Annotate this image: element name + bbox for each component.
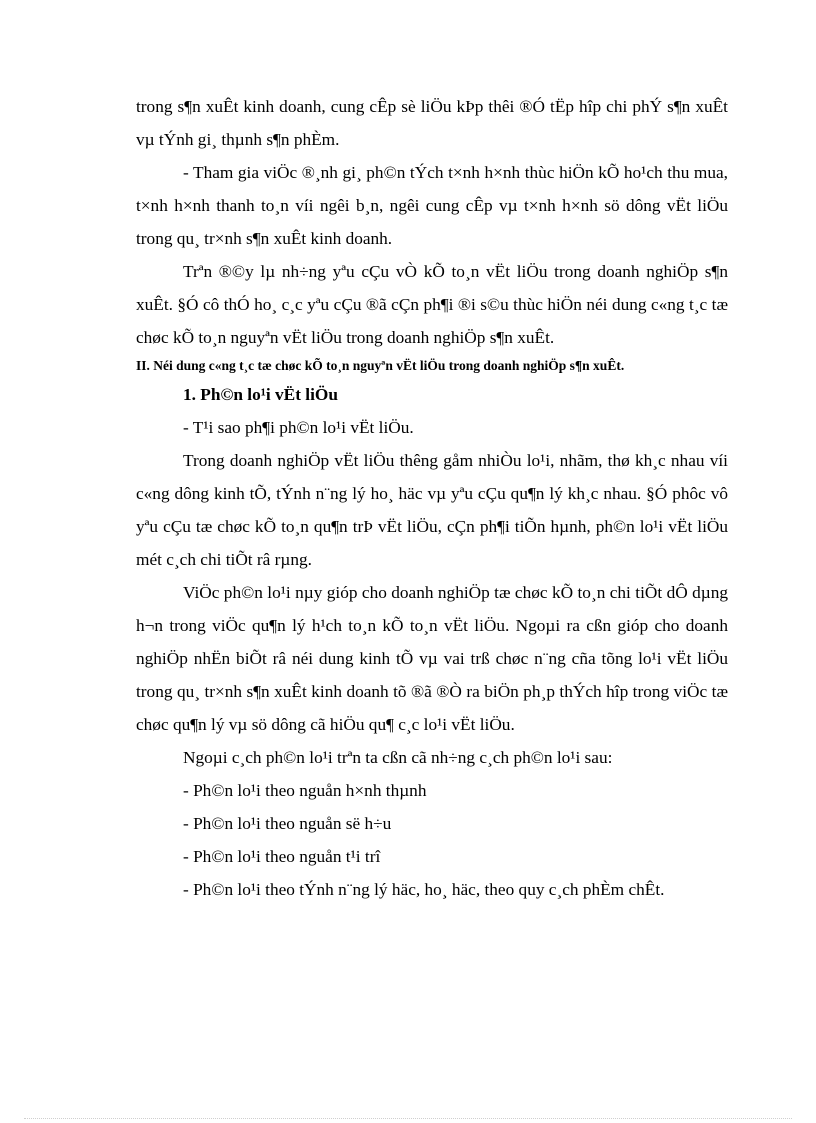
- paragraph-other-methods: Ngoµi c¸ch ph©n lo¹i trªn ta cßn cã nh÷ng c¸ch ph©n lo¹i sau:: [183, 748, 613, 767]
- paragraph-continuation: trong s¶n xuÊt kinh doanh, cung cÊp sè liÖu kÞp thêi ®Ó tËp hîp chi phÝ s¶n xuÊt vµ tÝnh gi¸ thµnh s¶n phÈm.: [136, 97, 728, 149]
- list-item: - Ph©n lo¹i theo nguån t¹i trî: [183, 847, 381, 866]
- list-item: - Ph©n lo¹i theo tÝnh n¨ng lý häc, ho¸ häc, theo quy c¸ch phÈm chÊt.: [183, 880, 665, 899]
- paragraph-classification-benefits: ViÖc ph©n lo¹i nµy gióp cho doanh nghiÖp tæ chøc kÕ to¸n chi tiÕt dÔ dµng h¬n trong viÖc qu¶n lý h¹ch to¸n kÕ to¸n vËt liÖu. Ngoµi ra cßn gióp cho doanh nghiÖp nhËn biÕt râ néi dung kinh tÕ vµ vai trß chøc n¨ng cña tõng lo¹i vËt liÖu trong qu¸ tr×nh s¶n xuÊt kinh doanh tõ ®ã ®Ò ra biÖn ph¸p thÝch hîp trong viÖc tæ chøc qu¶n lý vµ sö dông cã hiÖu qu¶ c¸c lo¹i vËt liÖu.: [136, 583, 728, 734]
- document-page: [136, 90, 728, 906]
- paragraph-why-classify: - T¹i sao ph¶i ph©n lo¹i vËt liÖu.: [183, 418, 414, 437]
- sub-heading: 1. Ph©n lo¹i vËt liÖu: [183, 385, 338, 404]
- list-item: - Ph©n lo¹i theo nguån së h÷u: [183, 814, 392, 833]
- paragraph-materials-types: Trong doanh nghiÖp vËt liÖu thêng gåm nhiÒu lo¹i, nhãm, thø kh¸c nhau víi c«ng dông kinh tÕ, tÝnh n¨ng lý ho¸ häc vµ yªu cÇu qu¶n lý kh¸c nhau. §Ó phôc vô yªu cÇu tæ chøc kÕ to¸n qu¶n trÞ vËt liÖu, cÇn ph¶i tiÕn hµnh, ph©n lo¹i vËt liÖu mét c¸ch chi tiÕt râ rµng.: [136, 451, 728, 569]
- page-bottom-divider: [24, 1118, 792, 1119]
- paragraph-participation: - Tham gia viÖc ®¸nh gi¸ ph©n tÝch t×nh h×nh thùc hiÖn kÕ ho¹ch thu mua, t×nh h×nh thanh to¸n víi ngêi b¸n, ngêi cung cÊp vµ t×nh h×nh sö dông vËt liÖu trong qu¸ tr×nh s¶n xuÊt kinh doanh.: [136, 163, 728, 248]
- section-heading: II. Néi dung c«ng t¸c tæ chøc kÕ to¸n nguyªn vËt liÖu trong doanh nghiÖp s¶n xuÊt.: [136, 358, 625, 373]
- list-item: - Ph©n lo¹i theo nguån h×nh thµnh: [183, 781, 427, 800]
- paragraph-requirements: Trªn ®©y lµ nh÷ng yªu cÇu vÒ kÕ to¸n vËt liÖu trong doanh nghiÖp s¶n xuÊt. §Ó cô thÓ ho¸ c¸c yªu cÇu ®ã cÇn ph¶i ®i s©u thùc hiÖn néi dung c«ng t¸c tæ chøc kÕ to¸n nguyªn vËt liÖu trong doanh nghiÖp s¶n xuÊt.: [136, 262, 728, 347]
